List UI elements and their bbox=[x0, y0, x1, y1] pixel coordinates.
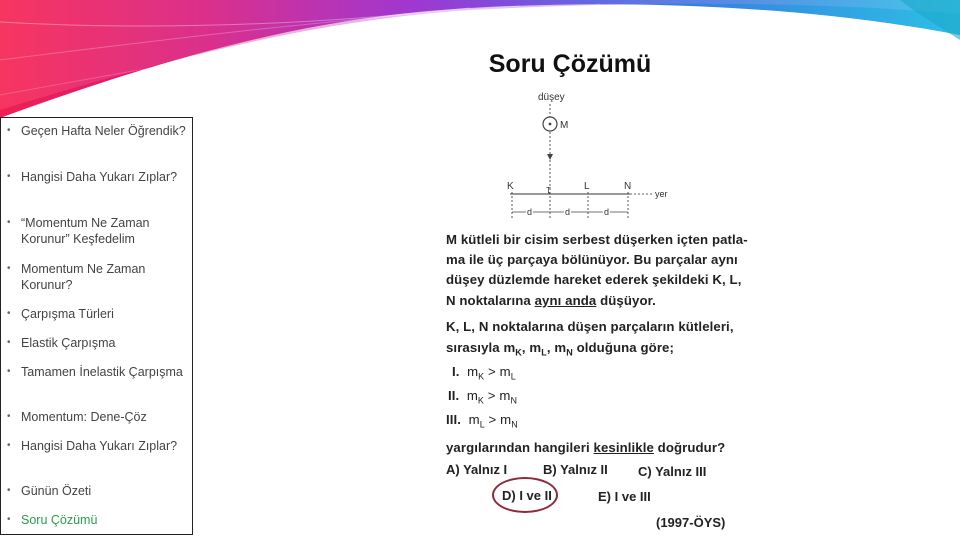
sidebar-item-inelastik[interactable] bbox=[7, 364, 187, 380]
sidebar-item-label: Momentum Ne Zaman Korunur? bbox=[21, 262, 146, 292]
question-line: N noktalarına aynı anda düşüyor. bbox=[446, 293, 656, 308]
sidebar-item-label: Günün Özeti bbox=[21, 484, 92, 498]
question-line: K, L, N noktalarına düşen parçaların kütleleri, bbox=[446, 319, 734, 334]
ground-mark: Ҭ bbox=[546, 186, 551, 195]
bullet-icon: • bbox=[7, 485, 11, 496]
statement-ii: II. $m_K > m_N$ bbox=[448, 388, 518, 406]
bullet-icon: • bbox=[7, 337, 11, 348]
bullet-icon: • bbox=[7, 411, 11, 422]
sidebar-item-elastik[interactable] bbox=[7, 335, 187, 351]
bullet-icon: • bbox=[7, 308, 11, 319]
vertical-label: düşey bbox=[538, 92, 565, 103]
question-line: M kütleli bir cisim serbest düşerken içten patla- bbox=[446, 232, 748, 247]
option-a[interactable]: A) Yalnız I bbox=[446, 462, 508, 477]
statement-i: I. $m_K > m_L$ bbox=[452, 364, 516, 382]
page-title: Soru Çözümü bbox=[488, 50, 652, 78]
distance-label-2: d bbox=[565, 207, 571, 217]
point-label-n: N bbox=[624, 181, 632, 192]
question-prompt: yargılarından hangileri kesinlikle doğrudur? bbox=[446, 440, 726, 455]
physics-diagram bbox=[500, 86, 680, 226]
sidebar-item-label: Çarpışma Türleri bbox=[21, 307, 114, 321]
sidebar-item-label: Tamamen İnelastik Çarpışma bbox=[21, 365, 183, 379]
bullet-icon: • bbox=[7, 217, 11, 228]
sidebar-item-dene-coz[interactable] bbox=[7, 409, 187, 425]
option-b[interactable]: B) Yalnız II bbox=[543, 462, 608, 477]
sidebar-item-hangisi-yukari-2[interactable] bbox=[7, 438, 187, 454]
statement-iii: III. $m_L > m_N$ bbox=[446, 412, 518, 430]
bullet-icon: • bbox=[7, 366, 11, 377]
sidebar-item-label: Soru Çözümü bbox=[21, 513, 98, 527]
question-line: düşey düzlemde hareket ederek şekildeki K, L, bbox=[446, 272, 742, 287]
sidebar-item-momentum-kesfedelim[interactable] bbox=[7, 215, 187, 247]
sidebar-item-momentum-korunur[interactable] bbox=[7, 261, 187, 293]
sidebar-item-label: Elastik Çarpışma bbox=[21, 336, 116, 350]
sidebar-item-soru-cozumu[interactable] bbox=[7, 512, 187, 528]
sidebar-item-carpisma-turleri[interactable] bbox=[7, 306, 187, 322]
question-line: ma ile üç parçaya bölünüyor. Bu parçalar aynı bbox=[446, 252, 738, 267]
sidebar-item-gecen-hafta[interactable] bbox=[7, 123, 187, 139]
sidebar-item-label: Hangisi Daha Yukarı Zıplar? bbox=[21, 439, 178, 453]
bullet-icon: • bbox=[7, 514, 11, 525]
bullet-icon: • bbox=[7, 171, 11, 182]
sidebar-item-label: Geçen Hafta Neler Öğrendik? bbox=[21, 124, 186, 138]
answer-circle-mark bbox=[492, 477, 558, 513]
sidebar-item-label: “Momentum Ne Zaman Korunur” Keşfedelim bbox=[21, 216, 150, 246]
down-arrow-icon bbox=[547, 154, 553, 160]
bullet-icon: • bbox=[7, 263, 11, 274]
distance-label-3: d bbox=[604, 207, 610, 217]
mass-label: M bbox=[560, 120, 569, 131]
option-d[interactable]: D) I ve II bbox=[502, 488, 552, 503]
axis-label-yer: yer bbox=[655, 189, 668, 199]
option-e[interactable]: E) I ve III bbox=[598, 489, 651, 504]
mass-center bbox=[549, 123, 552, 126]
sidebar-item-gunun-ozeti[interactable] bbox=[7, 483, 187, 499]
distance-label-1: d bbox=[527, 207, 533, 217]
sidebar-item-hangisi-yukari[interactable] bbox=[7, 169, 187, 185]
point-label-l: L bbox=[584, 181, 590, 192]
bullet-icon: • bbox=[7, 125, 11, 136]
option-c[interactable]: C) Yalnız III bbox=[638, 464, 707, 479]
bullet-icon: • bbox=[7, 440, 11, 451]
sidebar-item-label: Hangisi Daha Yukarı Zıplar? bbox=[21, 170, 178, 184]
question-source: (1997-ÖYS) bbox=[656, 515, 726, 530]
sidebar-item-label: Momentum: Dene-Çöz bbox=[21, 410, 147, 424]
sidebar-nav bbox=[0, 117, 193, 535]
point-label-k: K bbox=[507, 181, 514, 192]
question-line: sırasıyla $m_K$, $m_L$, $m_N$ olduğuna göre; bbox=[446, 340, 674, 358]
